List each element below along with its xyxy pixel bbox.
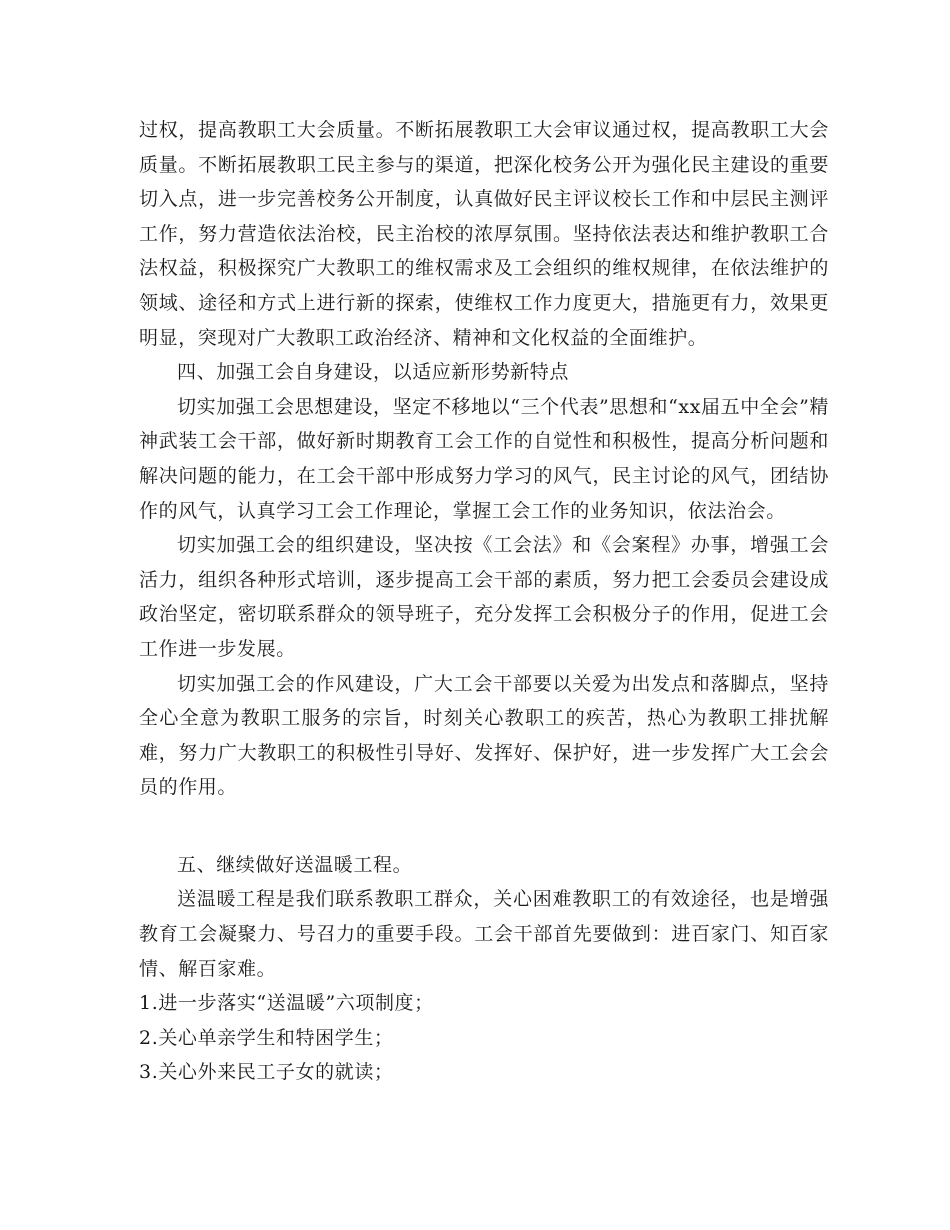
paragraph-gap xyxy=(139,805,829,848)
section-heading-four: 四、加强工会自身建设，以适应新形势新特点 xyxy=(177,361,570,384)
document-body xyxy=(139,113,829,1090)
list-item: 1.进一步落实“送温暖”六项制度； xyxy=(139,992,434,1015)
section-heading-five: 五、继续做好送温暖工程。 xyxy=(177,853,413,876)
list-item: 3.关心外来民工子女的就读； xyxy=(139,1061,394,1084)
paragraph-warmth-project: 送温暖工程是我们联系教职工群众，关心困难教职工的有效途径，也是增强教育工会凝聚力、号召力的重要手段。工会干部首先要做到：进百家门、知百家情、解百家难。 xyxy=(139,888,829,980)
paragraph-organization-building: 切实加强工会的组织建设，坚决按《工会法》和《会案程》办事，增强工会活力，组织各种形式培训，逐步提高工会干部的素质，努力把工会委员会建设成政治坚定，密切联系群众的领导班子，充分发挥工会积极分子的作用，促进工会工作进一步发展。 xyxy=(139,534,829,660)
paragraph-ideology-building: 切实加强工会思想建设，坚定不移地以“三个代表”思想和“xx届五中全会”精神武装工会干部，做好新时期教育工会工作的自觉性和积极性，提高分析问题和解决问题的能力，在工会干部中形成努力学习的风气，民主讨论的风气，团结协作的风气，认真学习工会工作理论，掌握工会工作的业务知识，依法治会。 xyxy=(139,395,829,522)
paragraph-style-building: 切实加强工会的作风建设，广大工会干部要以关爱为出发点和落脚点，坚持全心全意为教职工服务的宗旨，时刻关心教职工的疾苦，热心为教职工排扰解难，努力广大教职工的积极性引导好、发挥好、保护好，进一步发挥广大工会会员的作用。 xyxy=(139,672,829,799)
list-item: 2.关心单亲学生和特困学生； xyxy=(139,1026,394,1049)
paragraph-rights-protection: 过权，提高教职工大会质量。不断拓展教职工大会审议通过权，提高教职工大会质量。不断拓展教职工民主参与的渠道，把深化校务公开为强化民主建设的重要切入点，进一步完善校务公开制度，认真做好民主评议校长工作和中层民主测评工作，努力营造依法治校，民主治校的浓厚氛围。坚持依法表达和维护教职工合法权益，积极探究广大教职工的维权需求及工会组织的维权规律，在依法维护的领域、途径和方式上进行新的探索，使维权工作力度更大，措施更有力，效果更明显，突现对广大教职工政治经济、精神和文化权益的全面维护。 xyxy=(139,119,829,349)
